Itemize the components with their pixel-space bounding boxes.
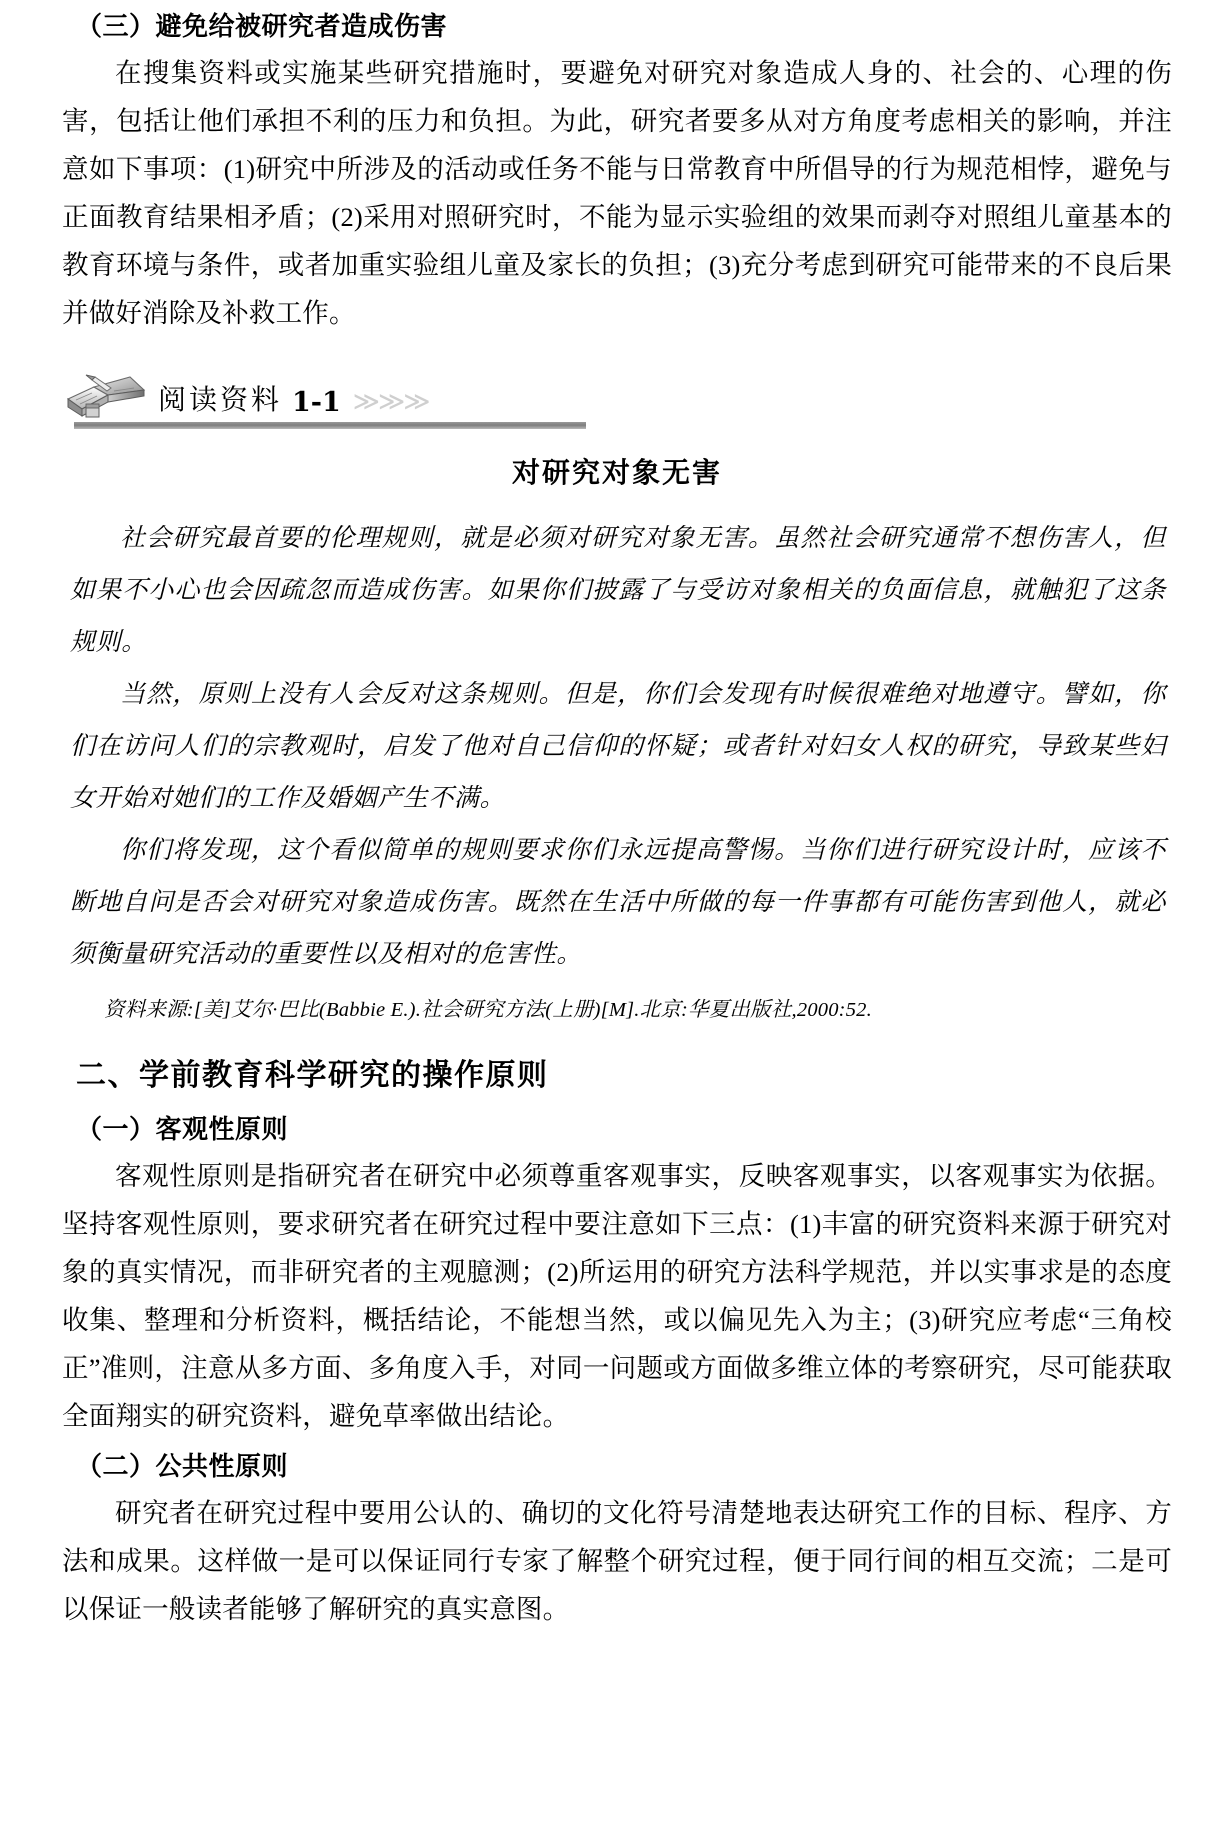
reading-material-number: 1-1 bbox=[292, 387, 341, 419]
reading-paragraph-1: 社会研究最首要的伦理规则，就是必须对研究对象无害。虽然社会研究通常不想伤害人，但如果不小心也会因疏忽而造成伤害。如果你们披露了与受访对象相关的负面信息，就触犯了这条规则。 bbox=[70, 525, 1166, 657]
paragraph-objectivity-principle: 客观性原则是指研究者在研究中必须尊重客观事实，反映客观事实，以客观事实为依据。坚持客观性原则，要求研究者在研究过程中要注意如下三点：(1)丰富的研究资料来源于研究对象的真实情况，而非研究者的主观臆测；(2)所运用的研究方法科学规范，并以实事求是的态度收集、整理和分析资料，概括结论，不能想当然，或以偏见先入为主；(3)研究应考虑“三角校正”准则，注意从多方面、多角度入手，对同一问题或方面做多维立体的考察研究，尽可能获取全面翔实的研究资料，避免草率做出结论。 bbox=[62, 1161, 1172, 1432]
chevrons-right-icon: ≫≫≫ bbox=[352, 387, 429, 418]
open-book-quill-icon bbox=[64, 371, 150, 421]
reading-paragraph-2: 当然，原则上没有人会反对这条规则。但是，你们会发现有时候很难绝对地遵守。譬如，你们在访问人们的宗教观时，启发了他对自己信仰的怀疑；或者针对妇女人权的研究，导致某些妇女开始对她们的工作及婚姻产生不满。 bbox=[70, 681, 1166, 813]
banner-rule bbox=[74, 422, 586, 429]
paragraph-publicity-principle: 研究者在研究过程中要用公认的、确切的文化符号清楚地表达研究工作的目标、程序、方法和成果。这样做一是可以保证同行专家了解整个研究过程，便于同行间的相互交流；二是可以保证一般读者能够了解研究的真实意图。 bbox=[62, 1498, 1172, 1625]
paragraph-avoid-harm: 在搜集资料或实施某些研究措施时，要避免对研究对象造成人身的、社会的、心理的伤害，包括让他们承担不利的压力和负担。为此，研究者要多从对方角度考虑相关的影响，并注意如下事项：(1)研究中所涉及的活动或任务不能与日常教育中所倡导的行为规范相悖，避免与正面教育结果相矛盾；(2)采用对照研究时，不能为显示实验组的效果而剥夺对照组儿童基本的教育环境与条件，或者加重实验组儿童及家长的负担；(3)充分考虑到研究可能带来的不良后果并做好消除及补救工作。 bbox=[62, 58, 1172, 329]
reading-material-banner bbox=[62, 371, 1172, 429]
reading-paragraph-3: 你们将发现，这个看似简单的规则要求你们永远提高警惕。当你们进行研究设计时，应该不断地自问是否会对研究对象造成伤害。既然在生活中所做的每一件事都有可能伤害到他人，就必须衡量研究活动的重要性以及相对的危害性。 bbox=[70, 837, 1166, 969]
heading-section-three: （三）避免给被研究者造成伤害 bbox=[76, 12, 448, 42]
heading-objectivity-principle: （一）客观性原则 bbox=[76, 1115, 289, 1146]
heading-publicity-principle: （二）公共性原则 bbox=[76, 1452, 289, 1483]
reading-material-citation: 资料来源:[美]艾尔·巴比(Babbie E.).社会研究方法(上册)[M].北京:华夏出版社,2000:52. bbox=[104, 999, 872, 1022]
heading-section-two: 二、学前教育科学研究的操作原则 bbox=[76, 1058, 549, 1094]
reading-material-label: 阅读资料 bbox=[158, 383, 283, 417]
reading-material-title: 对研究对象无害 bbox=[511, 456, 722, 490]
